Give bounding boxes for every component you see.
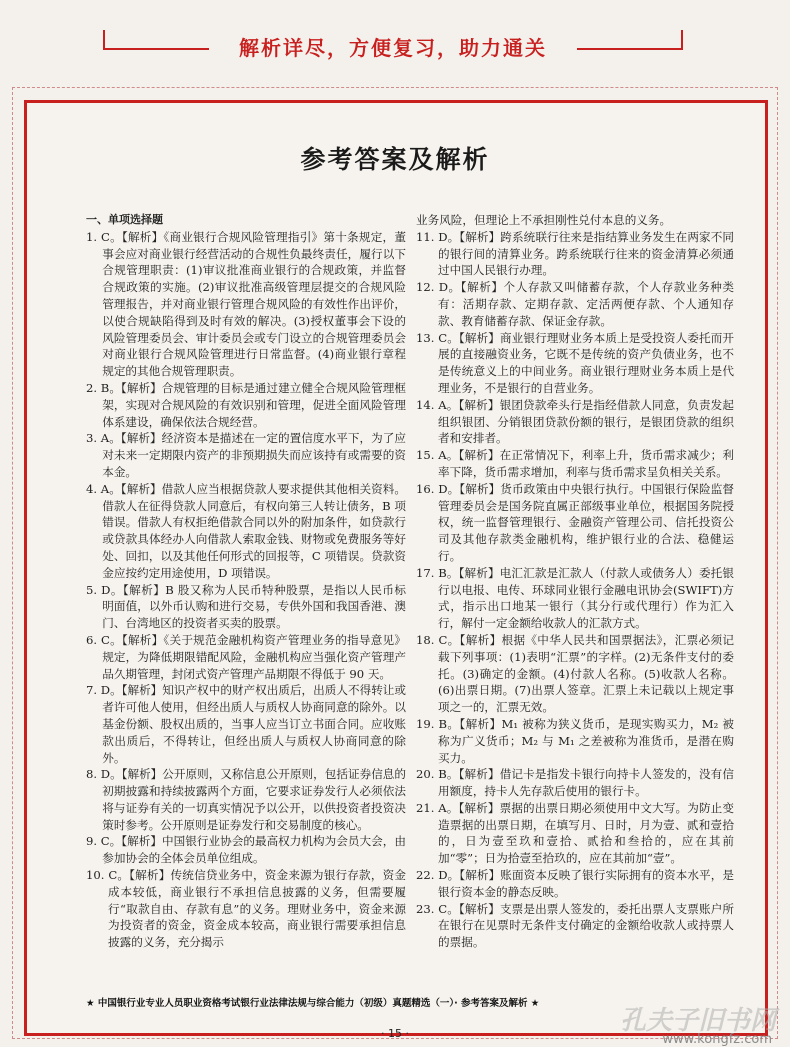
answer-item: 7. D。【解析】知识产权中的财产权出质后，出质人不得转让或者许可他人使用，但经出质人与质权人协商同意的除外。以基金份额、股权出质的，当事人应当订立书面合同。应收账款出质后，不得转让，但经出质人与质权人协商同意的除外。 bbox=[86, 683, 406, 765]
answer-item: 18. C。【解析】根据《中华人民共和国票据法》，汇票必须记载下列事项：(1)表明“汇票”的字样。(2)无条件支付的委托。(3)确定的金额。(4)付款人名称。(5)收款人名称。(6)出票日期。(7)出票人签章。汇票上未记载以上规定事项之一的，汇票无效。 bbox=[416, 632, 734, 715]
answer-item: 13. C。【解析】商业银行理财业务本质上是受投资人委托而开展的直接融资业务，它既不是传统的资产负债业务，也不是传统意义上的中间业务。商业银行理财业务本质上是代理业务，不是银行的自营业务。 bbox=[416, 330, 734, 395]
header-banner bbox=[103, 20, 683, 76]
left-column bbox=[86, 212, 406, 951]
watermark-url: www.kongfz.com bbox=[662, 1032, 772, 1047]
answer-item: 9. C。【解析】中国银行业协会的最高权力机构为会员大会，由参加协会的全体会员单位组成。 bbox=[86, 834, 406, 866]
answer-item: 6. C。【解析】《关于规范金融机构资产管理业务的指导意见》规定，为降低期限错配风险，金融机构应当强化资产管理产品久期管理，封闭式资产管理产品期限不得低于 90 天。 bbox=[86, 632, 406, 681]
answer-item: 17. B。【解析】电汇汇款是汇款人（付款人或债务人）委托银行以电报、电传、环球同业银行金融电讯协会(SWIFT)方式，指示出口地某一银行（其分行或代理行）作为汇入行，解付一定金额给收款人的汇款方式。 bbox=[416, 565, 734, 631]
answer-item: 1. C。【解析】《商业银行合规风险管理指引》第十条规定，董事会应对商业银行经营活动的合规性负最终责任，履行以下合规管理职责：(1)审议批准商业银行的合规政策，并监督合规政策的实施。(2)审议批准高级管理层提交的合规风险管理报告，并对商业银行管理合规风险的有效性作出评价，以使合规缺陷得到及时有效的解决。(3)授权董事会下设的风险管理委员会、审计委员会或专门设立的合规管理委员会对商业银行合规风险管理进行日常监督。(4)商业银行章程规定的其他合规管理职责。 bbox=[86, 229, 406, 379]
answer-item: 12. D。【解析】个人存款又叫储蓄存款，个人存款业务种类有：活期存款、定期存款、定活两便存款、个人通知存款、教育储蓄存款、保证金存款。 bbox=[416, 280, 734, 328]
answer-item: 20. B。【解析】借记卡是指发卡银行向持卡人签发的，没有信用额度，持卡人先存款后使用的银行卡。 bbox=[416, 767, 734, 799]
answer-item: 15. A。【解析】在正常情况下，利率上升，货币需求减少；利率下降，货币需求增加，利率与货币需求呈负相关关系。 bbox=[416, 448, 734, 479]
answer-item: 5. D。【解析】B 股又称为人民币特种股票，是指以人民币标明面值，以外币认购和进行交易，专供外国和我国香港、澳门、台湾地区的投资者买卖的股票。 bbox=[86, 582, 406, 631]
answer-item: 4. A。【解析】借款人应当根据贷款人要求提供其他相关资料。借款人在征得贷款人同意后，有权向第三人转让债务，B 项错误。借款人有权拒绝借款合同以外的附加条件，如贷款行或贷款具体经办人向借款人索取金钱、财物或免费服务等好处、回扣，以及其他任何形式的回报等，C 项错误。贷款资金应按约定用途使用，D 项错误。 bbox=[86, 481, 406, 580]
answer-item: 3. A。【解析】经济资本是描述在一定的置信度水平下，为了应对未来一定期限内资产的非预期损失而应该持有或需要的资本金。 bbox=[86, 431, 406, 479]
answer-item: 11. D。【解析】跨系统联行往来是指结算业务发生在两家不同的银行间的清算业务。跨系统联行往来的资金清算必须通过中国人民银行办理。 bbox=[416, 229, 734, 278]
page-number: · 15 · bbox=[381, 1027, 409, 1040]
answer-item: 19. B。【解析】M₁ 被称为狭义货币，是现实购买力，M₂ 被称为广义货币；M₂ 与 M₁ 之差被称为准货币，是潜在购买力。 bbox=[416, 716, 734, 765]
answer-item: 22. D。【解析】账面资本反映了银行实际拥有的资本水平，是银行资本金的静态反映。 bbox=[416, 868, 734, 899]
footer-caption: ★ 中国银行业专业人员职业资格考试银行业法律法规与综合能力（初级）真题精选（一）· 参考答案及解析 ★ bbox=[86, 998, 540, 1009]
watermark-logo: 孔夫子旧书网 bbox=[619, 1006, 776, 1036]
page-title: 参考答案及解析 bbox=[300, 145, 490, 174]
answer-item: 8. D。【解析】公开原则，又称信息公开原则，包括证券信息的初期披露和持续披露两个方面，它要求证券发行人必须依法将与证券有关的一切真实情况予以公开，以供投资者投资决策时参考。公开原则是证券发行和交易制度的核心。 bbox=[86, 767, 406, 832]
answer-continuation: 业务风险，但理论上不承担刚性兑付本息的义务。 bbox=[416, 213, 672, 227]
answer-item: 21. A。【解析】票据的出票日期必须使用中文大写。为防止变造票据的出票日期，在填写月、日时，月为壹、贰和壹拾的，日为壹至玖和壹拾、贰拾和叁拾的，应在其前加“零”；日为拾壹至拾玖的，应在其前加“壹”。 bbox=[416, 800, 734, 866]
right-column bbox=[416, 212, 734, 951]
answer-item: 10. C。【解析】传统信贷业务中，资金来源为银行存款，资金成本较低，商业银行不承担信息披露的义务，但需要履行“取款自由、存款有息”的义务。理财业务中，资金来源为投资者的资金，资金成本较高，商业银行需要承担信息披露的义务，充分揭示 bbox=[86, 868, 406, 950]
section-heading: 一、单项选择题 bbox=[86, 213, 163, 226]
banner-slogan: 解析详尽，方便复习，助力通关 bbox=[239, 36, 547, 60]
answer-item: 2. B。【解析】合规管理的目标是通过建立健全合规风险管理框架，实现对合规风险的有效识别和管理，促进全面风险管理体系建设，确保依法合规经营。 bbox=[86, 380, 406, 429]
answer-item: 23. C。【解析】支票是出票人签发的，委托出票人支票账户所在银行在见票时无条件支付确定的金额给收款人或持票人的票据。 bbox=[416, 901, 734, 950]
answer-item: 16. D。【解析】货币政策由中央银行执行。中国银行保险监督管理委员会是国务院直属正部级事业单位，根据国务院授权，统一监督管理银行、金融资产管理公司、信托投资公司及其他存款类金融机构，维护银行业的合法、稳健运行。 bbox=[416, 481, 734, 563]
answer-item: 14. A。【解析】银团贷款牵头行是指经借款人同意，负责发起组织银团、分销银团贷款份额的银行，是银团贷款的组织者和安排者。 bbox=[416, 397, 734, 446]
